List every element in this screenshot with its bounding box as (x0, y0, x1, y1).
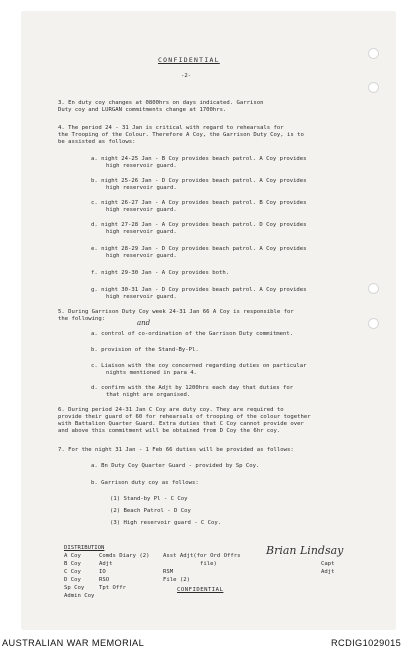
footer-record-id: RCDIG1029015 (331, 638, 402, 648)
para4-line1: 4. The period 24 - 31 Jan is critical with regard to rehearsals for (58, 125, 284, 131)
para4-item-d: d. night 27-28 Jan - A Coy provides beach patrol. D Coy provides (91, 222, 307, 228)
para5-item-a: a. control of co-ordination of the Garrison Duty commitment. (91, 331, 294, 337)
para4-line2: the Trooping of the Colour. Therefore A Coy, the Garrison Duty Coy, is to (58, 132, 304, 138)
para4-item-b-cont: high reservoir guard. (106, 185, 177, 191)
para4-item-c: c. night 26-27 Jan - A Coy provides beach patrol. B Coy provides (91, 200, 307, 206)
para4-item-a-cont: high reservoir guard. (106, 163, 177, 169)
dist-col1-item: C Coy (64, 569, 81, 575)
para4-item-e-cont: high reservoir guard. (106, 253, 177, 259)
para5-line2: the following: (58, 316, 106, 322)
dist-col1-item: D Coy (64, 577, 81, 583)
dist-col2-item: Tpt Offr (99, 585, 126, 591)
signature-appointment: Adjt (321, 569, 335, 575)
para5-item-d: d. confirm with the Adjt by 1200hrs each day that duties for (91, 385, 294, 391)
para7-line1: 7. For the night 31 Jan - 1 Feb 66 duties will be provided as follows: (58, 447, 294, 453)
page-number: -2- (181, 73, 192, 79)
dist-col2-item: IO (99, 569, 106, 575)
para4-item-a: a. night 24-25 Jan - B Coy provides beach patrol. A Coy provides (91, 156, 307, 162)
dist-col3-item: RSM (163, 569, 174, 575)
dist-col1-item: Sp Coy (64, 585, 85, 591)
classification-bottom: CONFIDENTIAL (177, 587, 224, 593)
dist-col3-item: File (2) (163, 577, 190, 583)
dist-col2-item: RSO (99, 577, 110, 583)
dist-col3-item: Asst Adjt(for Ord Offrs (163, 553, 241, 559)
para6-line3: with Battalion Quarter Guard. Extra duties that C Coy cannot provide over (58, 421, 304, 427)
para4-item-d-cont: high reservoir guard. (106, 229, 177, 235)
distribution-heading: DISTRIBUTION (64, 545, 105, 551)
para7-subitem-3: (3) High reservoir guard - C Coy. (110, 520, 222, 526)
para4-item-g: g. night 30-31 Jan - D Coy provides beach patrol. A Coy provides (91, 287, 307, 293)
para7-item-a: a. Bn Duty Coy Quarter Guard - provided by Sp Coy. (91, 463, 260, 469)
para7-subitem-2: (2) Beach Patrol - D Coy (110, 508, 191, 514)
para5-item-c-cont: nights mentioned in para 4. (106, 370, 197, 376)
para6-line1: 6. During period 24-31 Jan C Coy are duty coy. They are required to (58, 407, 284, 413)
para7-item-b: b. Garrison duty coy as follows: (91, 480, 199, 486)
dist-col1-item: A Coy (64, 553, 81, 559)
para6-line4: and above this commitment will be obtained from D Coy the 6hr coy. (58, 428, 281, 434)
footer-institution: AUSTRALIAN WAR MEMORIAL (2, 638, 145, 648)
para6-line2: provide their guard of 60 for rehearsals of trooping of the colour together (58, 414, 311, 420)
para4-item-e: e. night 28-29 Jan - D Coy provides beach patrol. A Coy provides (91, 246, 307, 252)
dist-col1-item: B Coy (64, 561, 81, 567)
dist-col1-item: Admin Coy (64, 593, 95, 599)
para4-item-b: b. night 25-26 Jan - D Coy provides beach patrol. A Coy provides (91, 178, 307, 184)
para4-item-c-cont: high reservoir guard. (106, 207, 177, 213)
signature-handwritten: Brian Lindsay (266, 544, 344, 557)
para5-item-b: b. provision of the Stand-By-Pl. (91, 347, 199, 353)
para5-item-d-cont: that night are organised. (106, 392, 191, 398)
para4-item-f: f. night 29-30 Jan - A Coy provides both. (91, 270, 230, 276)
para5-line1: 5. During Garrison Duty Coy week 24-31 Jan 66 A Coy is responsible for (58, 309, 294, 315)
para4-line3: be assisted as follows: (58, 139, 136, 145)
dist-col2-item: Adjt (99, 561, 113, 567)
dist-col3-item: file) (200, 561, 217, 567)
para3-line2: Duty coy and LURGAN commitments change at 1700hrs. (58, 107, 227, 113)
para7-subitem-1: (1) Stand-by Pl - C Coy (110, 496, 188, 502)
para3-line1: 3. En duty coy changes at 0800hrs on days indicated. Garrison (58, 100, 264, 106)
dist-col2-item: Comds Diary (2) (99, 553, 150, 559)
punch-hole (368, 283, 379, 294)
classification-top: CONFIDENTIAL (158, 56, 220, 64)
para4-item-g-cont: high reservoir guard. (106, 294, 177, 300)
handwritten-insert: and (137, 319, 151, 327)
para5-item-c: c. Liaison with the coy concerned regarding duties on particular (91, 363, 307, 369)
signature-rank: Capt (321, 561, 335, 567)
punch-hole (368, 48, 379, 59)
punch-hole (368, 82, 379, 93)
punch-hole (368, 318, 379, 329)
